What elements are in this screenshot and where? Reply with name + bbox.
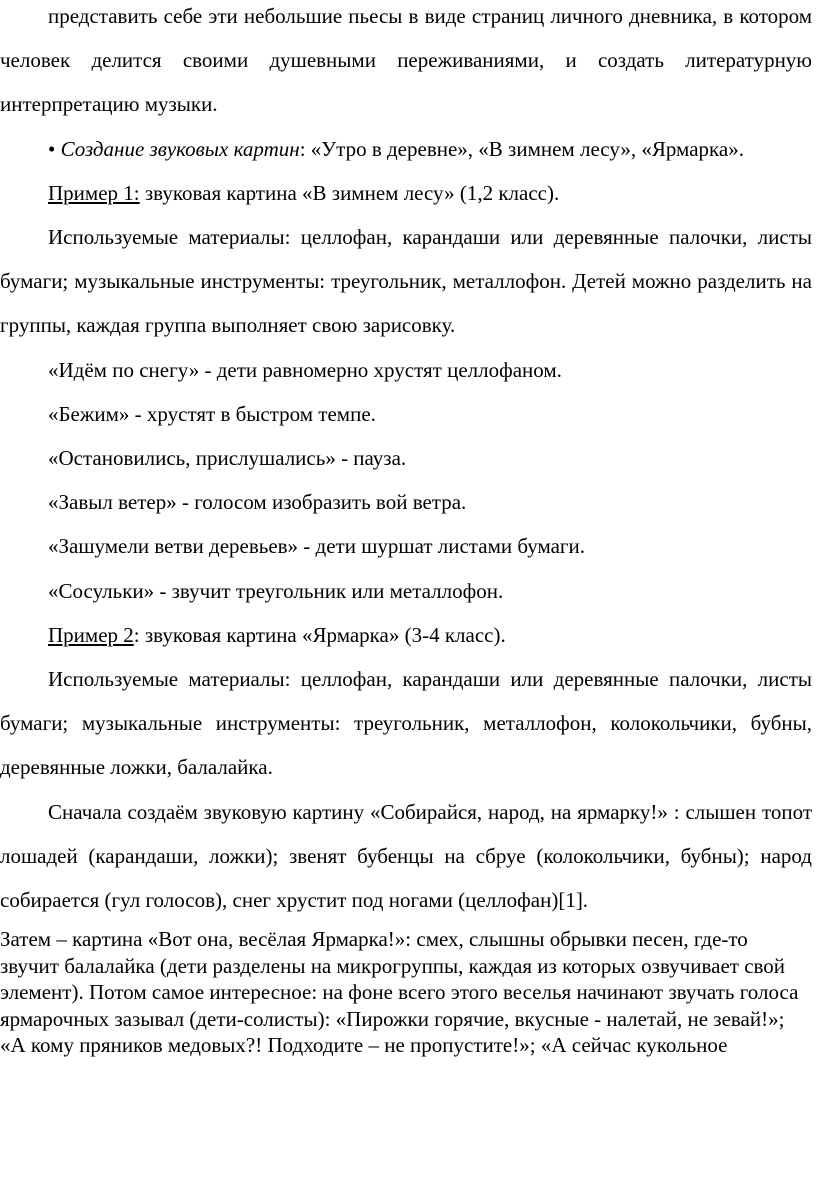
paragraph-second-picture [0,926,812,1059]
sound-pictures-heading: Создание звуковых картин [60,136,300,161]
first-picture-text: Сначала создаём звуковую картину «Собирайся, народ, на ярмарку!» : слышен топот лошадей (карандаши, ложки); звенят бубенцы на сбруе (колокольчики, бубны); народ собирается (гул голосов), снег хрустит под ногами (целлофан)[1]. [0,799,812,913]
example-2-text: : звуковая картина «Ярмарка» (3-4 класс). [133,622,506,647]
bullet-marker: • [48,136,56,161]
paragraph-materials-2 [0,657,812,790]
list-line-3: «Остановились, прислушались» - пауза. [48,446,407,471]
materials-1-text: Используемые материалы: целлофан, карандаши или деревянные палочки, листы бумаги; музыкальные инструменты: треугольник, металлофон. Детей можно разделить на группы, каждая группа выполняет свою зарисовку. [0,225,812,338]
list-line-2: «Бежим» - хрустят в быстром темпе. [48,401,376,426]
list-line-4: «Завыл ветер» - голосом изобразить вой ветра. [48,490,467,515]
paragraph-intro-text: представить себе эти небольшие пьесы в виде страниц личного дневника, в котором человек делится своими душевными переживаниями, и создать литературную интерпретацию музыки. [0,4,812,117]
list-line-1: «Идём по снегу» - дети равномерно хрустят целлофаном. [48,357,562,382]
second-picture-text: Затем – картина «Вот она, весёлая Ярмарка!»: смех, слышны обрывки песен, где-то звучит балалайка (дети разделены на микрогруппы, каждая из которых озвучивает свой элемент). Потом самое интересное: на фоне всего этого веселья начинают звучать голоса ярмарочных зазывал (дети-солисты): «Пирожки горячие, вкусные - налетай, не зевай!»; «А кому пряников медовых?! Подходите – не пропустите!»; «А сейчас кукольное [0,927,799,1058]
paragraph-first-picture [0,790,812,923]
list-line-6: «Сосульки» - звучит треугольник или металлофон. [48,578,504,603]
example-2-label: Пример 2 [48,622,134,647]
materials-2-text: Используемые материалы: целлофан, карандаши или деревянные палочки, листы бумаги; музыкальные инструменты: треугольник, металлофон, колокольчики, бубны, деревянные ложки, балалайка. [0,667,812,780]
paragraph-materials-1 [0,215,812,348]
paragraph-intro [0,0,812,127]
paragraph-example-1 [0,171,812,215]
example-1-label: Пример 1: [48,180,140,205]
paragraph-example-2 [0,613,812,657]
example-1-text: звуковая картина «В зимнем лесу» (1,2 класс). [139,180,560,205]
list-line-5: «Зашумели ветви деревьев» - дети шуршат листами бумаги. [48,534,586,559]
paragraph-sound-pictures [0,127,812,171]
sound-pictures-list: : «Утро в деревне», «В зимнем лесу», «Ярмарка». [299,136,744,161]
